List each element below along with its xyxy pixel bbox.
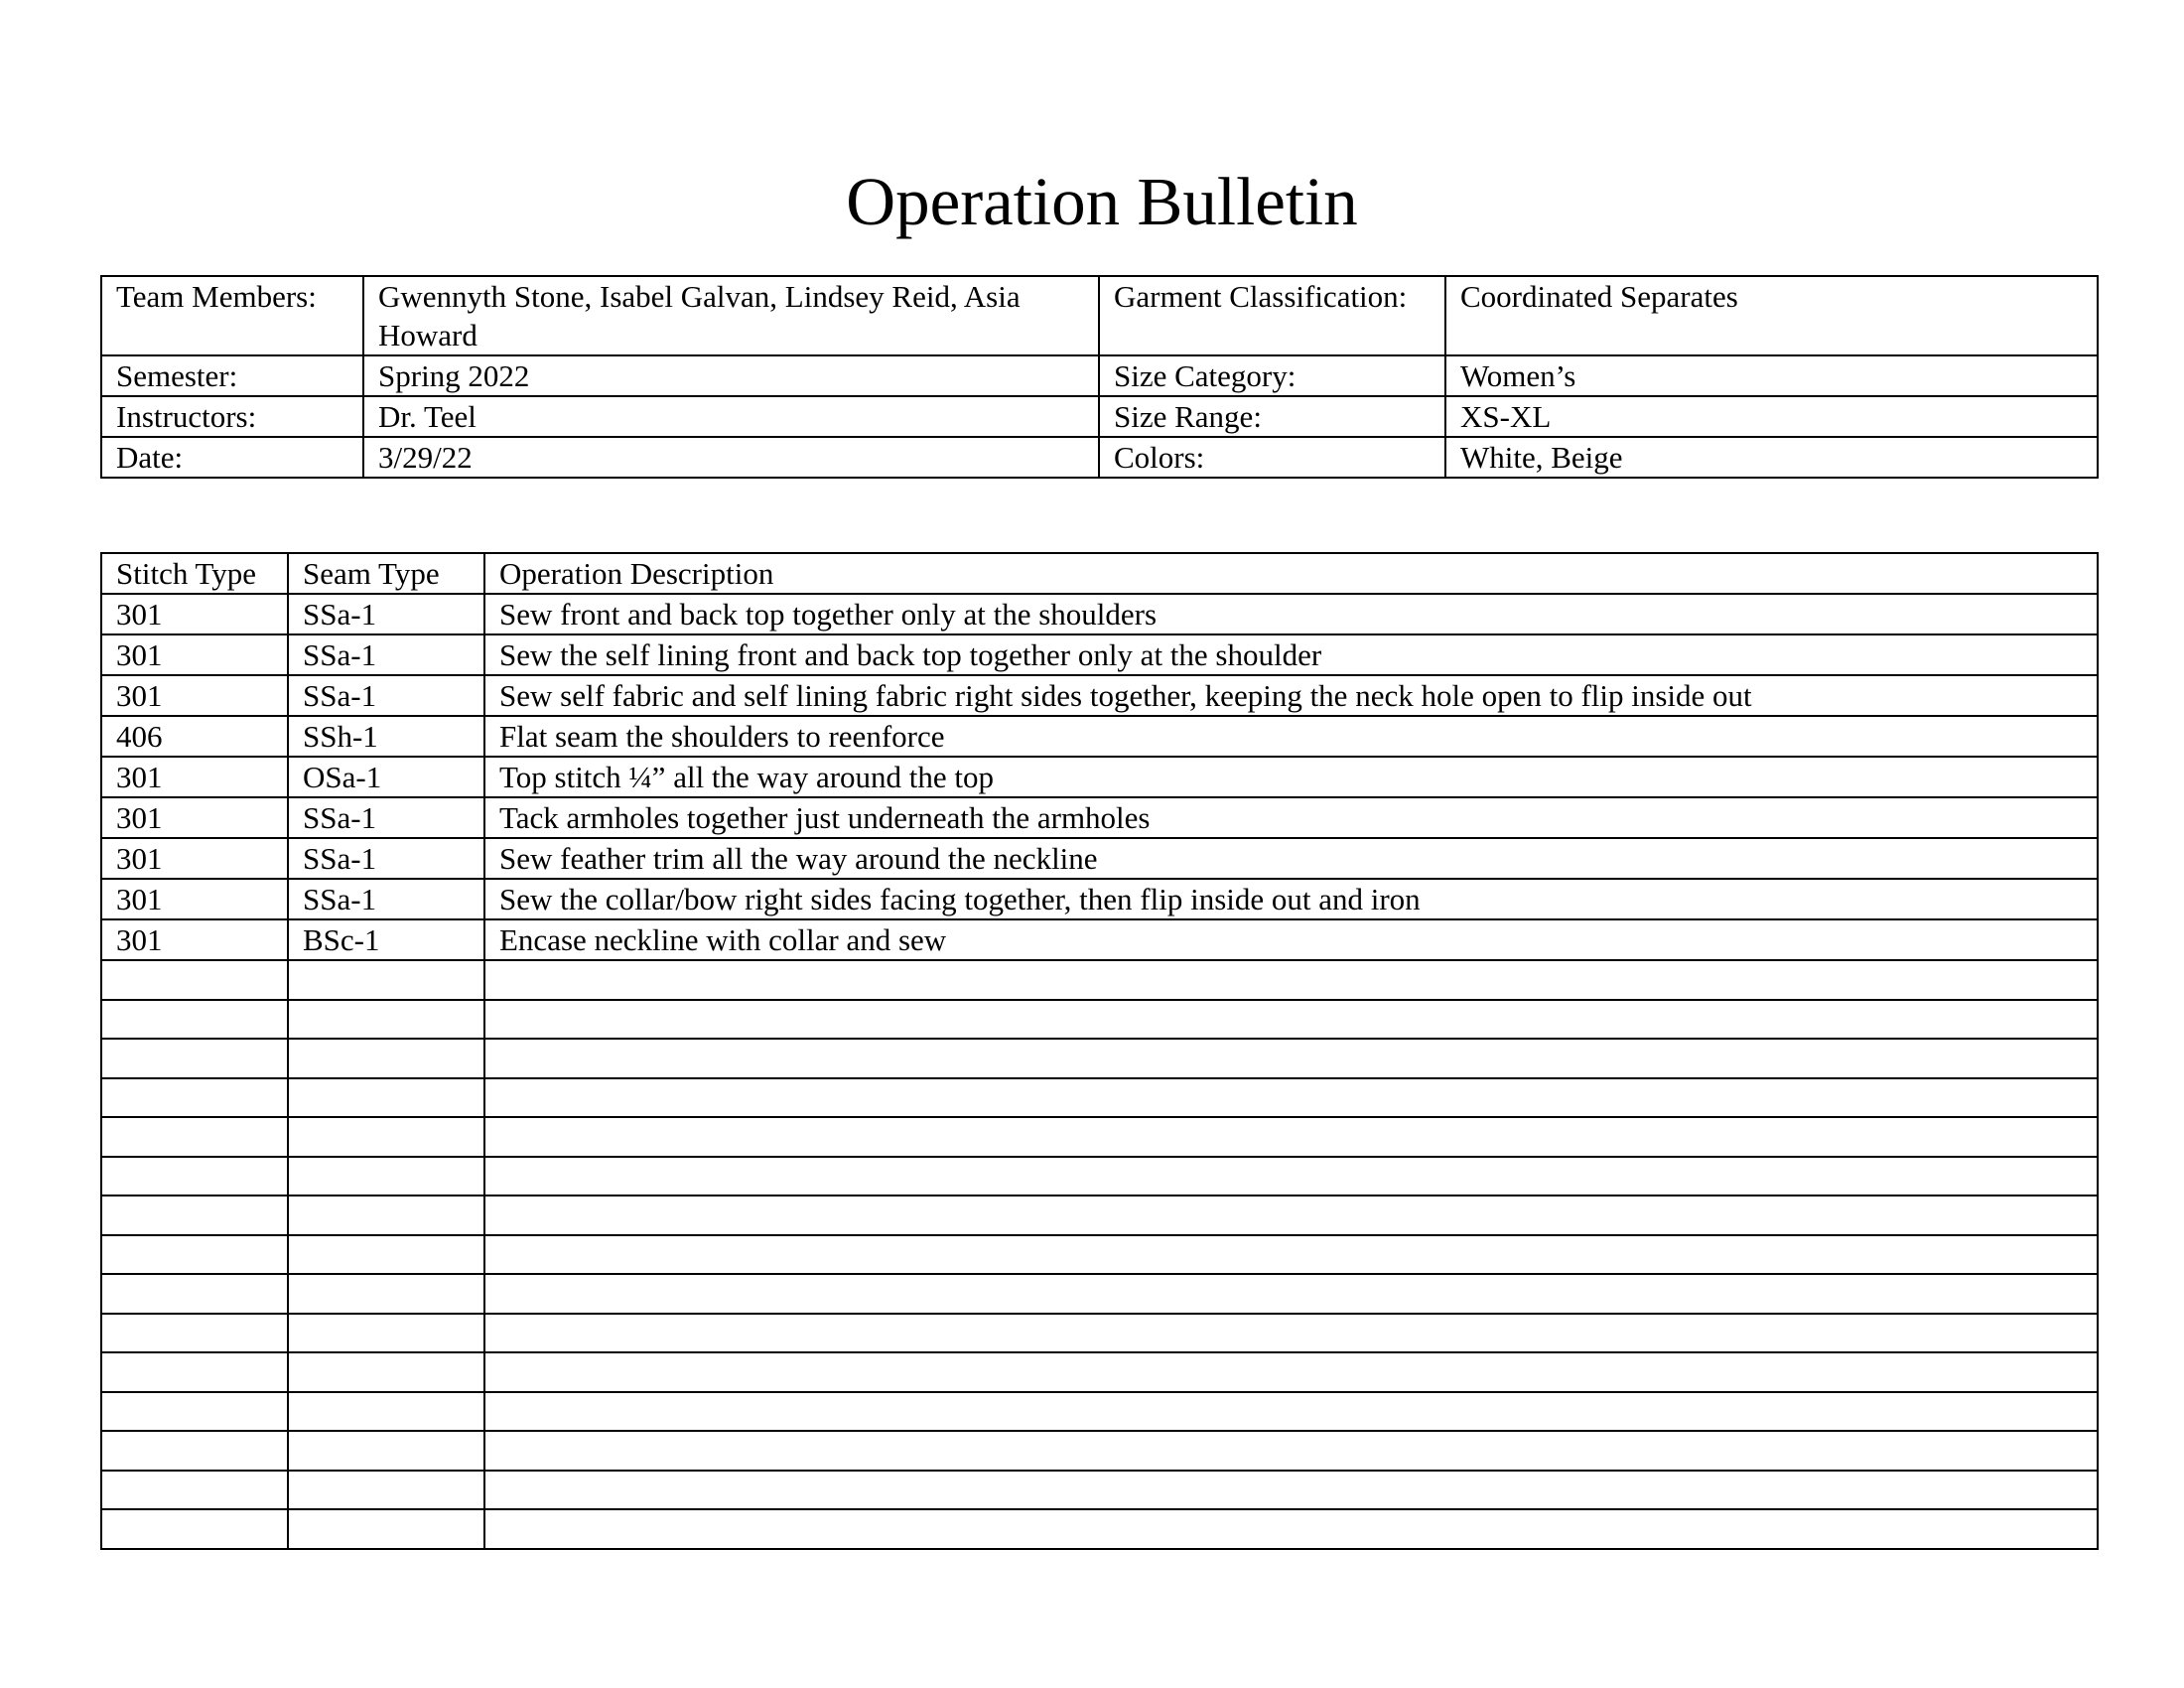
stitch-type-cell xyxy=(101,1352,288,1392)
seam-type-cell: OSa-1 xyxy=(288,757,484,797)
stitch-type-cell xyxy=(101,1314,288,1353)
semester-label: Semester: xyxy=(101,355,363,396)
seam-type-cell xyxy=(288,1352,484,1392)
operation-description-cell: Tack armholes together just underneath the armholes xyxy=(484,797,2098,838)
operation-description-cell: Encase neckline with collar and sew xyxy=(484,919,2098,960)
operation-description-cell: Sew the collar/bow right sides facing together, then flip inside out and iron xyxy=(484,879,2098,919)
stitch-type-cell: 301 xyxy=(101,634,288,675)
table-row xyxy=(101,634,2098,675)
stitch-type-cell xyxy=(101,1274,288,1314)
stitch-type-cell: 301 xyxy=(101,757,288,797)
stitch-type-cell: 301 xyxy=(101,594,288,634)
team-members-value: Gwennyth Stone, Isabel Galvan, Lindsey Reid, Asia Howard xyxy=(363,276,1099,355)
seam-type-cell xyxy=(288,1000,484,1040)
instructors-label: Instructors: xyxy=(101,396,363,437)
team-members-label: Team Members: xyxy=(101,276,363,355)
table-row xyxy=(101,675,2098,716)
seam-type-header: Seam Type xyxy=(288,553,484,594)
stitch-type-cell xyxy=(101,1196,288,1235)
size-range-value: XS-XL xyxy=(1445,396,2098,437)
info-table xyxy=(100,275,2099,479)
seam-type-cell: SSa-1 xyxy=(288,594,484,634)
table-row xyxy=(101,1392,2098,1432)
stitch-type-cell xyxy=(101,960,288,1000)
operation-description-cell: Sew self fabric and self lining fabric right sides together, keeping the neck hole open to flip inside out xyxy=(484,675,2098,716)
stitch-type-cell xyxy=(101,1157,288,1196)
seam-type-cell xyxy=(288,1471,484,1510)
table-row xyxy=(101,1157,2098,1196)
table-row xyxy=(101,1235,2098,1275)
seam-type-cell xyxy=(288,1235,484,1275)
date-label: Date: xyxy=(101,437,363,478)
operation-description-cell xyxy=(484,1314,2098,1353)
stitch-type-cell xyxy=(101,1431,288,1471)
size-category-value: Women’s xyxy=(1445,355,2098,396)
seam-type-cell xyxy=(288,1274,484,1314)
seam-type-cell xyxy=(288,1078,484,1118)
seam-type-cell xyxy=(288,1039,484,1078)
table-row xyxy=(101,1117,2098,1157)
seam-type-cell: SSa-1 xyxy=(288,797,484,838)
stitch-type-cell: 301 xyxy=(101,675,288,716)
table-row xyxy=(101,1000,2098,1040)
table-row xyxy=(101,797,2098,838)
colors-value: White, Beige xyxy=(1445,437,2098,478)
info-row-semester xyxy=(101,355,2098,396)
seam-type-cell: SSh-1 xyxy=(288,716,484,757)
table-row xyxy=(101,757,2098,797)
table-row xyxy=(101,838,2098,879)
operations-body xyxy=(101,594,2098,1549)
stitch-type-cell xyxy=(101,1471,288,1510)
seam-type-cell xyxy=(288,1196,484,1235)
stitch-type-cell xyxy=(101,1039,288,1078)
operation-description-cell xyxy=(484,1157,2098,1196)
seam-type-cell xyxy=(288,1117,484,1157)
table-row xyxy=(101,1314,2098,1353)
operation-description-header: Operation Description xyxy=(484,553,2098,594)
stitch-type-cell: 301 xyxy=(101,838,288,879)
seam-type-cell xyxy=(288,1509,484,1549)
table-row xyxy=(101,1039,2098,1078)
operation-description-cell xyxy=(484,1235,2098,1275)
table-row xyxy=(101,960,2098,1000)
table-row xyxy=(101,1078,2098,1118)
seam-type-cell: BSc-1 xyxy=(288,919,484,960)
stitch-type-cell: 301 xyxy=(101,919,288,960)
stitch-type-cell xyxy=(101,1078,288,1118)
operations-table xyxy=(100,552,2099,1550)
seam-type-cell: SSa-1 xyxy=(288,879,484,919)
seam-type-cell xyxy=(288,1392,484,1432)
stitch-type-cell xyxy=(101,1235,288,1275)
operation-description-cell xyxy=(484,1352,2098,1392)
operation-description-cell xyxy=(484,1039,2098,1078)
stitch-type-cell: 406 xyxy=(101,716,288,757)
operation-description-cell xyxy=(484,1078,2098,1118)
seam-type-cell xyxy=(288,1157,484,1196)
table-row xyxy=(101,1431,2098,1471)
operations-header-row xyxy=(101,553,2098,594)
table-row xyxy=(101,1509,2098,1549)
seam-type-cell xyxy=(288,960,484,1000)
size-category-label: Size Category: xyxy=(1099,355,1445,396)
operation-description-cell xyxy=(484,1509,2098,1549)
operation-description-cell: Flat seam the shoulders to reenforce xyxy=(484,716,2098,757)
stitch-type-cell: 301 xyxy=(101,879,288,919)
operation-description-cell: Sew feather trim all the way around the neckline xyxy=(484,838,2098,879)
date-value: 3/29/22 xyxy=(363,437,1099,478)
table-row xyxy=(101,594,2098,634)
stitch-type-cell xyxy=(101,1392,288,1432)
page-title: Operation Bulletin xyxy=(846,164,1358,239)
semester-value: Spring 2022 xyxy=(363,355,1099,396)
operation-description-cell: Top stitch ¼” all the way around the top xyxy=(484,757,2098,797)
stitch-type-cell xyxy=(101,1509,288,1549)
operation-description-cell xyxy=(484,1000,2098,1040)
operation-description-cell: Sew the self lining front and back top together only at the shoulder xyxy=(484,634,2098,675)
info-row-instructors xyxy=(101,396,2098,437)
seam-type-cell: SSa-1 xyxy=(288,675,484,716)
table-row xyxy=(101,1471,2098,1510)
seam-type-cell xyxy=(288,1431,484,1471)
table-row xyxy=(101,716,2098,757)
table-row xyxy=(101,919,2098,960)
seam-type-cell xyxy=(288,1314,484,1353)
operation-description-cell xyxy=(484,1471,2098,1510)
table-row xyxy=(101,1274,2098,1314)
garment-classification-value: Coordinated Separates xyxy=(1445,276,2098,355)
info-row-team xyxy=(101,276,2098,355)
stitch-type-cell xyxy=(101,1117,288,1157)
table-row xyxy=(101,1352,2098,1392)
stitch-type-header: Stitch Type xyxy=(101,553,288,594)
size-range-label: Size Range: xyxy=(1099,396,1445,437)
operation-description-cell xyxy=(484,1117,2098,1157)
colors-label: Colors: xyxy=(1099,437,1445,478)
operation-description-cell: Sew front and back top together only at the shoulders xyxy=(484,594,2098,634)
garment-classification-label: Garment Classification: xyxy=(1099,276,1445,355)
instructors-value: Dr. Teel xyxy=(363,396,1099,437)
seam-type-cell: SSa-1 xyxy=(288,838,484,879)
operation-description-cell xyxy=(484,1196,2098,1235)
operation-description-cell xyxy=(484,960,2098,1000)
stitch-type-cell xyxy=(101,1000,288,1040)
operation-description-cell xyxy=(484,1431,2098,1471)
info-row-date xyxy=(101,437,2098,478)
operation-description-cell xyxy=(484,1274,2098,1314)
seam-type-cell: SSa-1 xyxy=(288,634,484,675)
stitch-type-cell: 301 xyxy=(101,797,288,838)
table-row xyxy=(101,1196,2098,1235)
operation-description-cell xyxy=(484,1392,2098,1432)
table-row xyxy=(101,879,2098,919)
